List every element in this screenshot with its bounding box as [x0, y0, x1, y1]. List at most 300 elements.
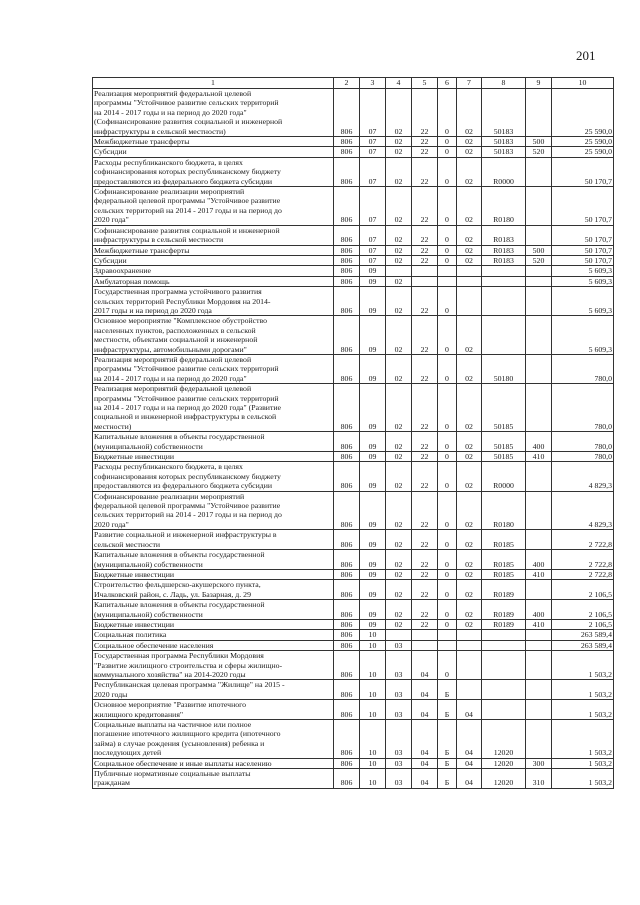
cell-admin-code: 806: [334, 432, 360, 452]
cell-measure: 02: [457, 89, 482, 137]
cell-section: 10: [360, 700, 386, 720]
cell-measure: 02: [457, 147, 482, 157]
cell-program: 22: [412, 137, 438, 147]
cell-section: 09: [360, 491, 386, 530]
cell-measure: 02: [457, 619, 482, 629]
cell-measure: 04: [457, 700, 482, 720]
cell-amount: 5 609,3: [552, 316, 614, 355]
cell-measure: 02: [457, 530, 482, 550]
cell-measure: 02: [457, 187, 482, 226]
cell-measure: 04: [457, 769, 482, 789]
cell-expense-type: [526, 462, 552, 491]
cell-measure: 02: [457, 225, 482, 245]
cell-measure: 02: [457, 600, 482, 620]
cell-expense-type: [526, 354, 552, 383]
row-name: Социальное обеспечение и иные выплаты населению: [93, 758, 334, 768]
cell-expense-type: 310: [526, 769, 552, 789]
cell-amount: 5 609,3: [552, 266, 614, 276]
cell-direction: R0183: [482, 245, 526, 255]
cell-measure: [457, 651, 482, 680]
row-name: Публичные нормативные социальные выплаты гражданам: [93, 769, 334, 789]
cell-subprogram: 0: [438, 354, 457, 383]
cell-program: 22: [412, 462, 438, 491]
cell-program: [412, 266, 438, 276]
cell-direction: [482, 287, 526, 316]
table-row: [93, 255, 614, 265]
cell-admin-code: 806: [334, 758, 360, 768]
cell-measure: 02: [457, 432, 482, 452]
cell-amount: 50 170,7: [552, 225, 614, 245]
column-header: 4: [386, 78, 412, 89]
row-name: Социальная политика: [93, 630, 334, 640]
cell-direction: 50180: [482, 354, 526, 383]
cell-expense-type: [526, 640, 552, 650]
cell-expense-type: [526, 651, 552, 680]
cell-admin-code: 806: [334, 316, 360, 355]
cell-section: 09: [360, 530, 386, 550]
table-row: [93, 720, 614, 759]
cell-section: 09: [360, 462, 386, 491]
row-name: Межбюджетные трансферты: [93, 245, 334, 255]
cell-amount: 780,0: [552, 452, 614, 462]
cell-subprogram: Б: [438, 758, 457, 768]
cell-subprogram: 0: [438, 600, 457, 620]
cell-amount: 2 106,5: [552, 600, 614, 620]
cell-measure: 02: [457, 157, 482, 186]
cell-program: 22: [412, 619, 438, 629]
cell-subprogram: 0: [438, 491, 457, 530]
cell-subprogram: [438, 640, 457, 650]
cell-measure: 04: [457, 720, 482, 759]
cell-program: [412, 276, 438, 286]
cell-subprogram: 0: [438, 255, 457, 265]
cell-admin-code: 806: [334, 452, 360, 462]
cell-program: 22: [412, 432, 438, 452]
cell-subsection: 02: [386, 157, 412, 186]
row-name: Реализация мероприятий федеральной целевой программы "Устойчивое развитие сельских территорий на 2014 - 2017 годы и на период до 2020 года" (Развитие социальной и инженерной инфраструктуры в сельской местности): [93, 384, 334, 432]
cell-amount: 1 503,2: [552, 651, 614, 680]
cell-program: 04: [412, 680, 438, 700]
cell-measure: [457, 266, 482, 276]
cell-admin-code: 806: [334, 137, 360, 147]
cell-subprogram: 0: [438, 137, 457, 147]
cell-subprogram: Б: [438, 769, 457, 789]
table-row: [93, 700, 614, 720]
cell-direction: R0185: [482, 569, 526, 579]
table-row: [93, 266, 614, 276]
cell-admin-code: 806: [334, 580, 360, 600]
cell-admin-code: 806: [334, 680, 360, 700]
cell-program: [412, 640, 438, 650]
cell-expense-type: 500: [526, 245, 552, 255]
cell-program: 22: [412, 384, 438, 432]
cell-measure: 02: [457, 255, 482, 265]
cell-amount: 2 106,5: [552, 619, 614, 629]
cell-subsection: 02: [386, 432, 412, 452]
cell-subprogram: 0: [438, 89, 457, 137]
cell-subprogram: 0: [438, 530, 457, 550]
cell-measure: 02: [457, 550, 482, 570]
cell-subprogram: 0: [438, 619, 457, 629]
cell-program: [412, 630, 438, 640]
cell-expense-type: [526, 680, 552, 700]
cell-subsection: [386, 266, 412, 276]
cell-subprogram: [438, 266, 457, 276]
cell-direction: 50183: [482, 137, 526, 147]
cell-section: 07: [360, 147, 386, 157]
cell-expense-type: [526, 89, 552, 137]
table-body: [93, 89, 614, 789]
cell-amount: 4 829,3: [552, 491, 614, 530]
cell-amount: 263 589,4: [552, 640, 614, 650]
table-row: [93, 680, 614, 700]
cell-subsection: 02: [386, 89, 412, 137]
cell-program: 22: [412, 530, 438, 550]
cell-measure: 02: [457, 316, 482, 355]
cell-subprogram: 0: [438, 287, 457, 316]
table-row: [93, 157, 614, 186]
cell-subprogram: 0: [438, 187, 457, 226]
cell-amount: 780,0: [552, 432, 614, 452]
row-name: Капитальные вложения в объекты государственной (муниципальной) собственности: [93, 550, 334, 570]
cell-section: 09: [360, 619, 386, 629]
cell-amount: 2 722,8: [552, 569, 614, 579]
table-row: [93, 630, 614, 640]
cell-admin-code: 806: [334, 491, 360, 530]
cell-admin-code: 806: [334, 157, 360, 186]
cell-subprogram: [438, 630, 457, 640]
cell-expense-type: 520: [526, 255, 552, 265]
cell-section: 09: [360, 287, 386, 316]
cell-amount: 50 170,7: [552, 255, 614, 265]
row-name: Бюджетные инвестиции: [93, 569, 334, 579]
column-header: 5: [412, 78, 438, 89]
table-row: [93, 769, 614, 789]
cell-direction: R0189: [482, 600, 526, 620]
cell-direction: R0189: [482, 619, 526, 629]
cell-amount: 1 503,2: [552, 700, 614, 720]
cell-subprogram: 0: [438, 245, 457, 255]
row-name: Капитальные вложения в объекты государственной (муниципальной) собственности: [93, 432, 334, 452]
cell-expense-type: [526, 276, 552, 286]
cell-program: 22: [412, 255, 438, 265]
cell-program: 04: [412, 769, 438, 789]
cell-subprogram: 0: [438, 225, 457, 245]
cell-subprogram: Б: [438, 680, 457, 700]
cell-subprogram: 0: [438, 432, 457, 452]
cell-amount: 4 829,3: [552, 462, 614, 491]
cell-subsection: 02: [386, 276, 412, 286]
cell-admin-code: 806: [334, 651, 360, 680]
cell-direction: R0185: [482, 550, 526, 570]
cell-admin-code: 806: [334, 530, 360, 550]
cell-measure: 02: [457, 452, 482, 462]
cell-admin-code: 806: [334, 630, 360, 640]
cell-amount: 1 503,2: [552, 680, 614, 700]
row-name: Субсидии: [93, 147, 334, 157]
cell-subsection: 03: [386, 640, 412, 650]
cell-program: 22: [412, 147, 438, 157]
table-row: [93, 462, 614, 491]
row-name: Софинансирование реализации мероприятий федеральной целевой программы "Устойчивое развитие сельских территорий на 2014 - 2017 годы и на период до 2020 года": [93, 491, 334, 530]
row-name: Бюджетные инвестиции: [93, 452, 334, 462]
cell-amount: 780,0: [552, 354, 614, 383]
column-header: 9: [526, 78, 552, 89]
cell-measure: 04: [457, 758, 482, 768]
cell-direction: [482, 700, 526, 720]
cell-program: 04: [412, 651, 438, 680]
cell-direction: R0183: [482, 255, 526, 265]
cell-amount: 780,0: [552, 384, 614, 432]
table-row: [93, 758, 614, 768]
column-header: 7: [457, 78, 482, 89]
table-row: [93, 432, 614, 452]
cell-admin-code: 806: [334, 266, 360, 276]
cell-subsection: 02: [386, 316, 412, 355]
table-row: [93, 530, 614, 550]
cell-section: 10: [360, 651, 386, 680]
cell-subsection: 02: [386, 452, 412, 462]
cell-expense-type: [526, 157, 552, 186]
cell-expense-type: [526, 700, 552, 720]
cell-expense-type: [526, 266, 552, 276]
cell-program: 22: [412, 187, 438, 226]
cell-section: 09: [360, 384, 386, 432]
cell-expense-type: 410: [526, 569, 552, 579]
cell-subsection: 02: [386, 384, 412, 432]
cell-admin-code: 806: [334, 89, 360, 137]
cell-amount: 2 722,8: [552, 530, 614, 550]
table-header-row: [93, 78, 614, 89]
cell-section: 09: [360, 569, 386, 579]
cell-section: 09: [360, 266, 386, 276]
row-name: Основное мероприятие "Комплексное обустройство населенных пунктов, расположенных в сельской местности, объектами социальной и инженерной инфраструктуры, автомобильными дорогами": [93, 316, 334, 355]
cell-measure: 02: [457, 245, 482, 255]
cell-subsection: 03: [386, 680, 412, 700]
cell-section: 07: [360, 245, 386, 255]
cell-subsection: 02: [386, 245, 412, 255]
cell-program: 22: [412, 89, 438, 137]
table-row: [93, 651, 614, 680]
cell-subprogram: 0: [438, 157, 457, 186]
cell-section: 09: [360, 550, 386, 570]
cell-subsection: 02: [386, 137, 412, 147]
cell-expense-type: 300: [526, 758, 552, 768]
table-row: [93, 640, 614, 650]
row-name: Расходы республиканского бюджета, в целях софинансирования которых республиканскому бюджету предоставляются из федерального бюджета субсидии: [93, 462, 334, 491]
cell-direction: [482, 276, 526, 286]
cell-direction: R0189: [482, 580, 526, 600]
cell-subprogram: 0: [438, 550, 457, 570]
cell-expense-type: 400: [526, 550, 552, 570]
cell-direction: R0000: [482, 157, 526, 186]
cell-measure: 02: [457, 137, 482, 147]
cell-direction: [482, 680, 526, 700]
cell-expense-type: [526, 580, 552, 600]
cell-subsection: 02: [386, 550, 412, 570]
row-name: Государственная программа устойчивого развития сельских территорий Республики Мордовия на 2014- 2017 годы и на период до 2020 года: [93, 287, 334, 316]
row-name: Строительство фельдшерско-акушерского пункта, Ичалковский район, с. Ладь, ул. Базарная, д. 29: [93, 580, 334, 600]
cell-direction: 50183: [482, 89, 526, 137]
cell-expense-type: 410: [526, 619, 552, 629]
cell-admin-code: 806: [334, 600, 360, 620]
cell-admin-code: 806: [334, 700, 360, 720]
cell-subprogram: 0: [438, 147, 457, 157]
cell-subprogram: [438, 276, 457, 286]
cell-subsection: 02: [386, 255, 412, 265]
cell-section: 07: [360, 137, 386, 147]
cell-expense-type: [526, 720, 552, 759]
cell-measure: 02: [457, 462, 482, 491]
cell-amount: 50 170,7: [552, 245, 614, 255]
cell-program: 22: [412, 600, 438, 620]
cell-program: 22: [412, 287, 438, 316]
cell-direction: [482, 651, 526, 680]
cell-admin-code: 806: [334, 245, 360, 255]
cell-program: 22: [412, 225, 438, 245]
cell-expense-type: 400: [526, 600, 552, 620]
cell-program: 22: [412, 316, 438, 355]
cell-expense-type: 500: [526, 137, 552, 147]
cell-section: 07: [360, 187, 386, 226]
cell-admin-code: 806: [334, 550, 360, 570]
cell-measure: 02: [457, 384, 482, 432]
row-name: Государственная программа Республики Мордовия "Развитие жилищного строительства и сферы жилищно- коммунального хозяйства" на 2014-2020 годы: [93, 651, 334, 680]
cell-subsection: 02: [386, 354, 412, 383]
cell-direction: 12020: [482, 769, 526, 789]
cell-admin-code: 806: [334, 225, 360, 245]
cell-section: 07: [360, 225, 386, 245]
cell-subsection: 02: [386, 580, 412, 600]
cell-section: 09: [360, 276, 386, 286]
cell-section: 09: [360, 316, 386, 355]
cell-direction: R0180: [482, 491, 526, 530]
cell-subsection: 02: [386, 187, 412, 226]
cell-expense-type: [526, 491, 552, 530]
cell-measure: [457, 630, 482, 640]
row-name: Капитальные вложения в объекты государственной (муниципальной) собственности: [93, 600, 334, 620]
row-name: Амбулаторная помощь: [93, 276, 334, 286]
cell-direction: R0185: [482, 530, 526, 550]
cell-subsection: 03: [386, 758, 412, 768]
cell-amount: 5 609,3: [552, 287, 614, 316]
cell-amount: 5 609,3: [552, 276, 614, 286]
cell-direction: [482, 630, 526, 640]
cell-section: 07: [360, 157, 386, 186]
table-row: [93, 384, 614, 432]
cell-subprogram: 0: [438, 384, 457, 432]
cell-admin-code: 806: [334, 720, 360, 759]
cell-amount: 50 170,7: [552, 187, 614, 226]
table-row: [93, 569, 614, 579]
table-row: [93, 225, 614, 245]
row-name: Софинансирование развития социальной и инженерной инфраструктуры в сельской местности: [93, 225, 334, 245]
cell-program: 22: [412, 569, 438, 579]
cell-section: 10: [360, 720, 386, 759]
cell-amount: 25 590,0: [552, 147, 614, 157]
cell-section: 10: [360, 630, 386, 640]
cell-subsection: 02: [386, 491, 412, 530]
cell-section: 10: [360, 640, 386, 650]
cell-subsection: 02: [386, 225, 412, 245]
cell-direction: R0000: [482, 462, 526, 491]
table-row: [93, 452, 614, 462]
cell-expense-type: [526, 316, 552, 355]
cell-subsection: 02: [386, 600, 412, 620]
table-row: [93, 137, 614, 147]
cell-subprogram: 0: [438, 651, 457, 680]
cell-subsection: 03: [386, 700, 412, 720]
cell-subprogram: 0: [438, 452, 457, 462]
row-name: Социальное обеспечение населения: [93, 640, 334, 650]
table-row: [93, 491, 614, 530]
cell-admin-code: 806: [334, 640, 360, 650]
table-row: [93, 550, 614, 570]
table-row: [93, 276, 614, 286]
cell-subsection: 02: [386, 147, 412, 157]
cell-section: 10: [360, 758, 386, 768]
row-name: Развитие социальной и инженерной инфраструктуры в сельской местности: [93, 530, 334, 550]
cell-admin-code: 806: [334, 147, 360, 157]
row-name: Расходы республиканского бюджета, в целях софинансирования которых республиканскому бюджету предоставляются из федерального бюджета субсидии: [93, 157, 334, 186]
cell-direction: [482, 266, 526, 276]
cell-program: 22: [412, 157, 438, 186]
cell-program: 22: [412, 354, 438, 383]
cell-admin-code: 806: [334, 287, 360, 316]
column-header: 1: [93, 78, 334, 89]
cell-measure: [457, 276, 482, 286]
cell-section: 09: [360, 600, 386, 620]
cell-program: 22: [412, 580, 438, 600]
row-name: Здравоохранение: [93, 266, 334, 276]
cell-subprogram: 0: [438, 569, 457, 579]
cell-direction: 50185: [482, 432, 526, 452]
cell-expense-type: [526, 530, 552, 550]
cell-subsection: 02: [386, 462, 412, 491]
budget-table: [92, 77, 614, 789]
cell-measure: 02: [457, 580, 482, 600]
cell-program: 22: [412, 452, 438, 462]
cell-direction: R0180: [482, 187, 526, 226]
cell-section: 10: [360, 680, 386, 700]
cell-direction: 12020: [482, 720, 526, 759]
cell-section: 07: [360, 255, 386, 265]
cell-admin-code: 806: [334, 769, 360, 789]
table-row: [93, 245, 614, 255]
row-name: Межбюджетные трансферты: [93, 137, 334, 147]
table-row: [93, 89, 614, 137]
row-name: Основное мероприятие "Развитие ипотечного жилищного кредитования": [93, 700, 334, 720]
cell-direction: 50185: [482, 384, 526, 432]
column-header: 6: [438, 78, 457, 89]
cell-subsection: 03: [386, 651, 412, 680]
cell-expense-type: [526, 630, 552, 640]
cell-amount: 50 170,7: [552, 157, 614, 186]
cell-section: 09: [360, 354, 386, 383]
cell-admin-code: 806: [334, 619, 360, 629]
cell-section: 10: [360, 769, 386, 789]
cell-admin-code: 806: [334, 354, 360, 383]
cell-expense-type: [526, 384, 552, 432]
cell-subprogram: Б: [438, 720, 457, 759]
cell-admin-code: 806: [334, 276, 360, 286]
cell-direction: R0183: [482, 225, 526, 245]
cell-amount: 25 590,0: [552, 89, 614, 137]
table-row: [93, 147, 614, 157]
cell-measure: [457, 287, 482, 316]
table-row: [93, 187, 614, 226]
cell-measure: 02: [457, 354, 482, 383]
